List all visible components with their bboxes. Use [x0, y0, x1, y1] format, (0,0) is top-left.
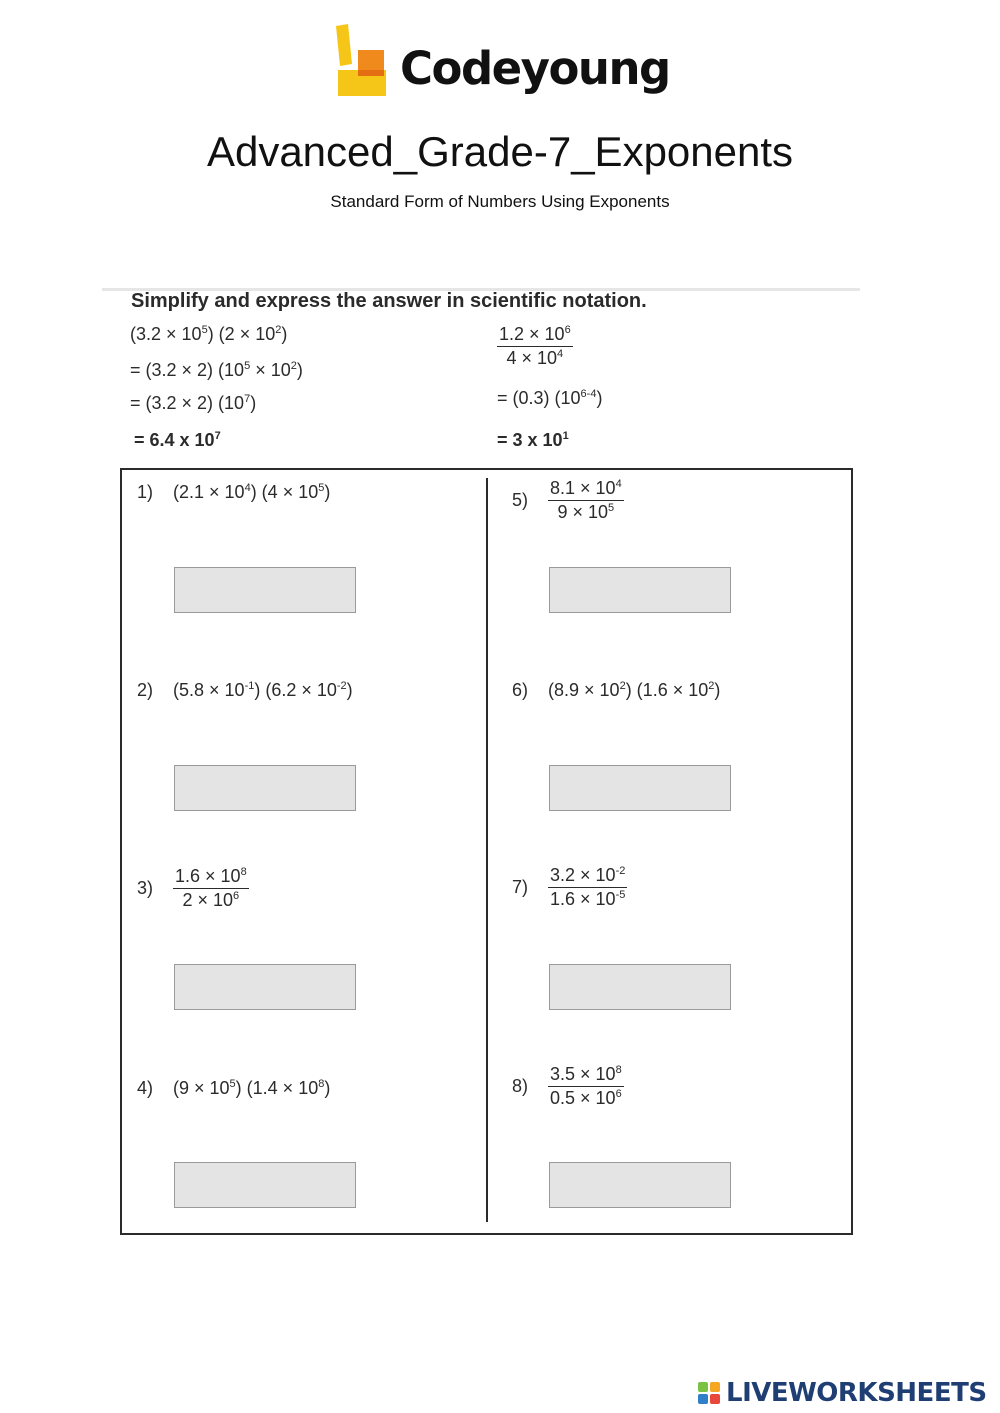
example-left-line-2: = (3.2 × 2) $(10^5 \times 10^2)$ — [130, 360, 303, 380]
codeyoung-logo-icon — [330, 24, 390, 99]
problem-8: 8) $\frac{3.5 \times 10^8}{0.5 \times 10^6}$ — [512, 1064, 622, 1108]
column-divider — [486, 478, 488, 1222]
problem-6: 6) $(8.9 \times 10^2)$ $(1.6 \times 10^2)$ — [512, 680, 721, 700]
problem-7: 7) $\frac{3.2 \times 10^{-2}}{1.6 \times 10^{-5}}$ — [512, 865, 626, 909]
problem-4: 4) $(9 \times 10^5)$ $(1.4 \times 10^8)$ — [137, 1078, 331, 1098]
answer-input-4[interactable] — [174, 1162, 356, 1208]
example-left-line-3: = (3.2 × 2) $(10^7)$ — [130, 393, 257, 413]
answer-input-8[interactable] — [549, 1162, 731, 1208]
problem-3: 3) $\frac{1.6 \times 10^8}{2 \times 10^6}$ — [137, 866, 247, 910]
example-right-fraction: $\frac{1.2 \times 10^6}{4 \times 10^4}$ — [499, 324, 571, 368]
example-right-line-2: = (0.3) (10$^{6-4}$) — [497, 388, 603, 408]
answer-input-7[interactable] — [549, 964, 731, 1010]
codeyoung-logo — [330, 24, 675, 104]
problem-1: 1) $(2.1 \times 10^4)$ $(4 \times 10^5)$ — [137, 482, 331, 502]
example-left-answer: = 6.4 x $10^7$ — [134, 430, 221, 450]
example-right-answer: = 3 x $10^1$ — [497, 430, 569, 450]
brand-name: Codeyoung — [400, 42, 670, 95]
instruction-text: Simplify and express the answer in scientific notation. — [131, 290, 647, 312]
answer-input-2[interactable] — [174, 765, 356, 811]
answer-input-3[interactable] — [174, 964, 356, 1010]
liveworksheets-grid-icon — [698, 1382, 722, 1406]
worksheet-title: Advanced_Grade-7_Exponents — [206, 128, 794, 175]
problem-2: 2) $(5.8 \times 10^{-1})$ $(6.2 \times 10^{-2})$ — [137, 680, 353, 700]
answer-input-5[interactable] — [549, 567, 731, 613]
liveworksheets-wordmark: LIVEWORKSHEETS — [726, 1378, 987, 1408]
example-left-line-1: $(3.2 \times 10^5)$ $(2 \times 10^2)$ — [130, 324, 288, 344]
liveworksheets-logo — [698, 1378, 998, 1410]
answer-input-1[interactable] — [174, 567, 356, 613]
answer-input-6[interactable] — [549, 765, 731, 811]
worksheet-subtitle: Standard Form of Numbers Using Exponents — [330, 192, 670, 211]
problem-5: 5) $\frac{8.1 \times 10^4}{9 \times 10^5}$ — [512, 478, 622, 522]
